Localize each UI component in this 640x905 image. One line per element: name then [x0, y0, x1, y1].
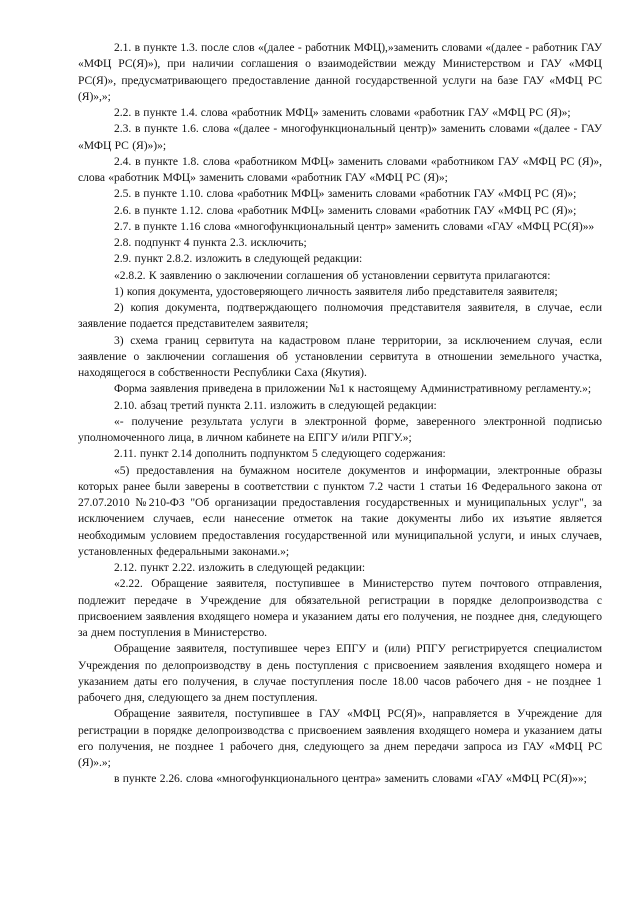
paragraph-2-7: 2.7. в пункте 1.16 слова «многофункциональный центр» заменить словами «ГАУ «МФЦ РС(Я)»» [114, 219, 595, 233]
paragraph-2-26: в пункте 2.26. слова «многофункционального центра» заменить словами «ГАУ «МФЦ РС(Я)»»; [114, 772, 587, 786]
paragraph-item-1: 1) копия документа, удостоверяющего личность заявителя либо представителя заявителя; [114, 284, 558, 298]
paragraph-2-11-text: «5) предоставления на бумажном носителе документов и информации, электронные образы которых ранее были заверены в соответствии с пунктом 7.2 части 1 статьи 16 Федерального закона от 27.07.2010 №210-ФЗ "Об организации предоставления государственных и муниципальных услуг", за исключением случаев, если нанесение отметок на такие документы либо их изъятие является необходимым условием предоставления государственной или муниципальной услуги, и иных случаев, установленных федеральными законами.»; [78, 463, 602, 558]
paragraph-item-2: 2) копия документа, подтверждающего полномочия представителя заявителя, в случае, если заявление подается представителем заявителя; [78, 301, 602, 331]
paragraph-2-2: 2.2. в пункте 1.4. слова «работник МФЦ» заменить словами «работник ГАУ «МФЦ РС (Я)»; [114, 106, 571, 119]
paragraph-2-8-2-intro: «2.8.2. К заявлению о заключении соглашения об установлении сервитута прилагаются: [114, 268, 551, 282]
paragraph-2-10-text: «- получение результата услуги в электронной форме, заверенного электронной подписью уполномоченного лица, в личном кабинете на ЕПГУ и/или РПГУ.»; [78, 414, 602, 444]
paragraph-2-9: 2.9. пункт 2.8.2. изложить в следующей редакции: [114, 252, 363, 266]
paragraph-2-8: 2.8. подпункт 4 пункта 2.3. исключить; [114, 236, 307, 249]
paragraph-2-11: 2.11. пункт 2.14 дополнить подпунктом 5 следующего содержания: [114, 447, 446, 461]
paragraph-2-12: 2.12. пункт 2.22. изложить в следующей редакции: [114, 561, 366, 574]
paragraph-2-10: 2.10. абзац третий пункта 2.11. изложить в следующей редакции: [114, 398, 437, 412]
paragraph-2-1: 2.1. в пункте 1.3. после слов «(далее - работник МФЦ),»заменить словами «(далее - работник ГАУ «МФЦ РС(Я)»), при наличии соглашения о взаимодействии между Министерством и ГАУ «МФЦ РС(Я)», предусматривающего предоставление данной государственной услуги на базе ГАУ «МФЦ РС (Я)»,»; [78, 41, 602, 103]
paragraph-2-22-text-1: «2.22. Обращение заявителя, поступившее в Министерство путем почтового отправления, подлежит передаче в Учреждение для обязательной регистрации в порядке делопроизводства с присвоением заявления входящего номера и указанием даты его получения, не позднее дня, следующего за днем поступления в Министерство. [78, 577, 602, 639]
paragraph-form-note: Форма заявления приведена в приложении №1 к настоящему Административному регламенту.»; [114, 382, 591, 396]
paragraph-item-3: 3) схема границ сервитута на кадастровом плане территории, за исключением случая, если заявление о заключении соглашения об установлении сервитута в отношении земельного участка, находящегося в собственности Республики Саха (Якутия). [78, 333, 602, 379]
paragraph-2-6: 2.6. в пункте 1.12. слова «работник МФЦ» заменить словами «работник ГАУ «МФЦ РС (Я)»; [114, 203, 577, 217]
paragraph-2-5: 2.5. в пункте 1.10. слова «работник МФЦ» заменить словами «работник ГАУ «МФЦ РС (Я)»; [114, 187, 577, 201]
paragraph-2-22-text-3: Обращение заявителя, поступившее в ГАУ «МФЦ РС(Я)», направляется в Учреждение для регистрации в порядке делопроизводства с присвоением заявления входящего номера и указанием даты его получения, не позднее 1 рабочего дня, следующего за днем передачи запроса из ГАУ «МФЦ РС (Я)».»; [78, 707, 602, 769]
paragraph-2-22-text-2: Обращение заявителя, поступившее через ЕПГУ и (или) РПГУ регистрируется специалистом Учреждения по делопроизводству в день поступления с присвоением заявления входящего номера и указанием даты его получения, в случае поступления после 18.00 часов рабочего дня - не позднее 1 рабочего дня, следующего за днем поступления. [78, 642, 602, 704]
paragraph-2-4: 2.4. в пункте 1.8. слова «работником МФЦ» заменить словами «работником ГАУ «МФЦ РС (Я)», слова «работник МФЦ» заменить словами «работник ГАУ «МФЦ РС (Я)»; [78, 154, 602, 184]
paragraph-2-3: 2.3. в пункте 1.6. слова «(далее - многофункциональный центр)» заменить словами «(далее - ГАУ «МФЦ РС (Я)»)»; [78, 122, 602, 152]
